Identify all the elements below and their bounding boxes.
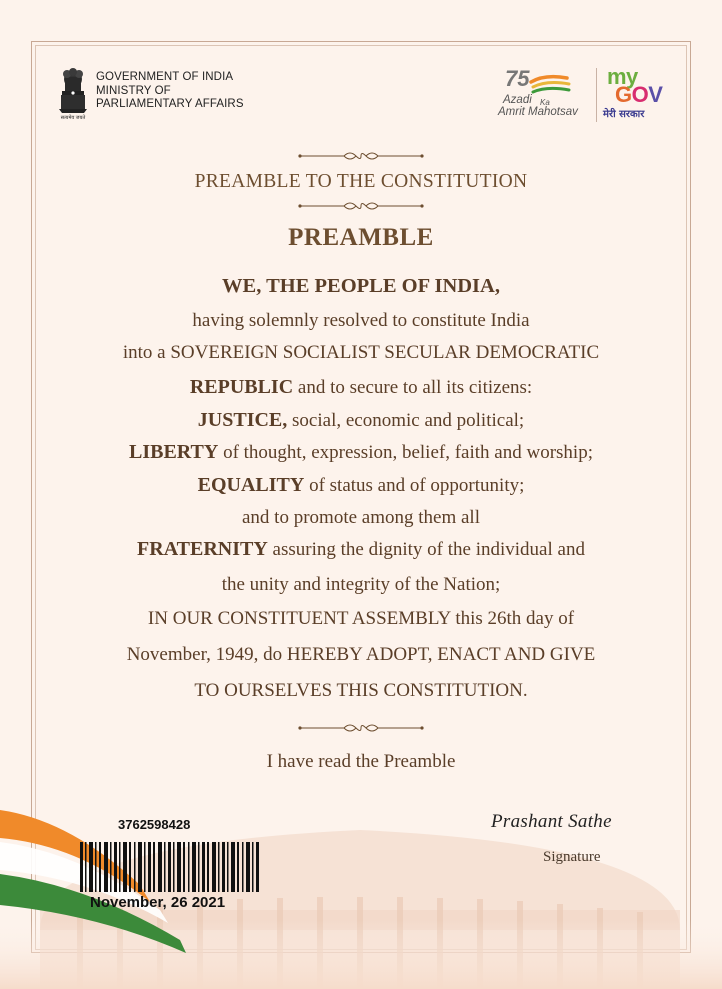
akam-amrit-mahotsav-text: Amrit Mahotsav: [498, 106, 578, 118]
preamble-line-3: into a SOVEREIGN SOCIALIST SECULAR DEMOCRATIC: [122, 342, 600, 363]
gov-line-2: MINISTRY OF: [96, 84, 171, 97]
barcode-number: 3762598428: [118, 817, 191, 832]
preamble-keyword-republic: REPUBLIC: [189, 376, 294, 398]
mygov-letter-v: V: [648, 82, 663, 107]
preamble-line-12: November, 1949, do HEREBY ADOPT, ENACT AND GIVE: [126, 644, 596, 665]
ornament-divider-top: [298, 150, 424, 162]
gov-line-1: GOVERNMENT OF INDIA: [96, 71, 234, 83]
preamble-keyword-fraternity: FRATERNITY: [137, 538, 268, 560]
emblem-motto: सत्यमेव जयते: [60, 115, 86, 120]
preamble-line-11: IN OUR CONSTITUENT ASSEMBLY this 26th day of: [147, 608, 575, 629]
preamble-keyword-liberty: LIBERTY: [129, 441, 219, 463]
preamble-keyword-justice: JUSTICE,: [197, 409, 288, 431]
preamble-line-7-rest: of status and of opportunity;: [304, 475, 525, 496]
preamble-line-8: and to promote among them all: [242, 507, 480, 528]
signature-name: Prashant Sathe: [491, 811, 612, 832]
mygov-logo-my: my: [607, 64, 638, 89]
preamble-line-9-rest: assuring the dignity of the individual and: [267, 539, 585, 560]
document-subtitle: PREAMBLE TO THE CONSTITUTION: [194, 171, 528, 192]
preamble-line-6-rest: of thought, expression, belief, faith and worship;: [218, 442, 593, 463]
mygov-logo-gov: [615, 82, 662, 108]
akam-number: 75: [505, 66, 530, 91]
preamble-line-13: TO OURSELVES THIS CONSTITUTION.: [194, 680, 528, 701]
preamble-line-6: [0, 441, 722, 464]
preamble-line-4-rest: and to secure to all its citizens:: [293, 377, 533, 398]
ornament-divider-middle: [298, 200, 424, 212]
document-title: PREAMBLE: [288, 224, 434, 251]
akam-azadi-text: Azadi: [503, 94, 532, 106]
preamble-line-5: [0, 409, 722, 432]
ministry-heading: [96, 71, 244, 112]
preamble-line-4: [0, 376, 722, 399]
preamble-line-7: [0, 474, 722, 497]
read-statement: I have read the Preamble: [266, 751, 456, 772]
mygov-letter-o: O: [631, 82, 649, 107]
preamble-keyword-equality: EQUALITY: [197, 474, 305, 496]
logo-divider: [596, 68, 597, 122]
preamble-line-1: WE, THE PEOPLE OF INDIA,: [222, 275, 500, 297]
signature-label: Signature: [543, 849, 601, 865]
preamble-line-10: the unity and integrity of the Nation;: [221, 574, 501, 595]
ornament-divider-bottom: [298, 722, 424, 734]
mygov-hindi-tagline: मेरी सरकार: [603, 109, 645, 120]
akam-ka-text: Ka: [540, 98, 550, 107]
preamble-line-5-rest: social, economic and political;: [287, 410, 525, 431]
mygov-letter-g: G: [615, 82, 632, 107]
barcode-icon: [80, 842, 261, 892]
preamble-line-2: having solemnly resolved to constitute India: [192, 310, 530, 331]
issue-date: November, 26 2021: [90, 894, 226, 911]
gov-line-3: PARLIAMENTARY AFFAIRS: [96, 98, 244, 110]
national-emblem-icon: [56, 68, 90, 120]
preamble-line-9: [0, 538, 722, 561]
